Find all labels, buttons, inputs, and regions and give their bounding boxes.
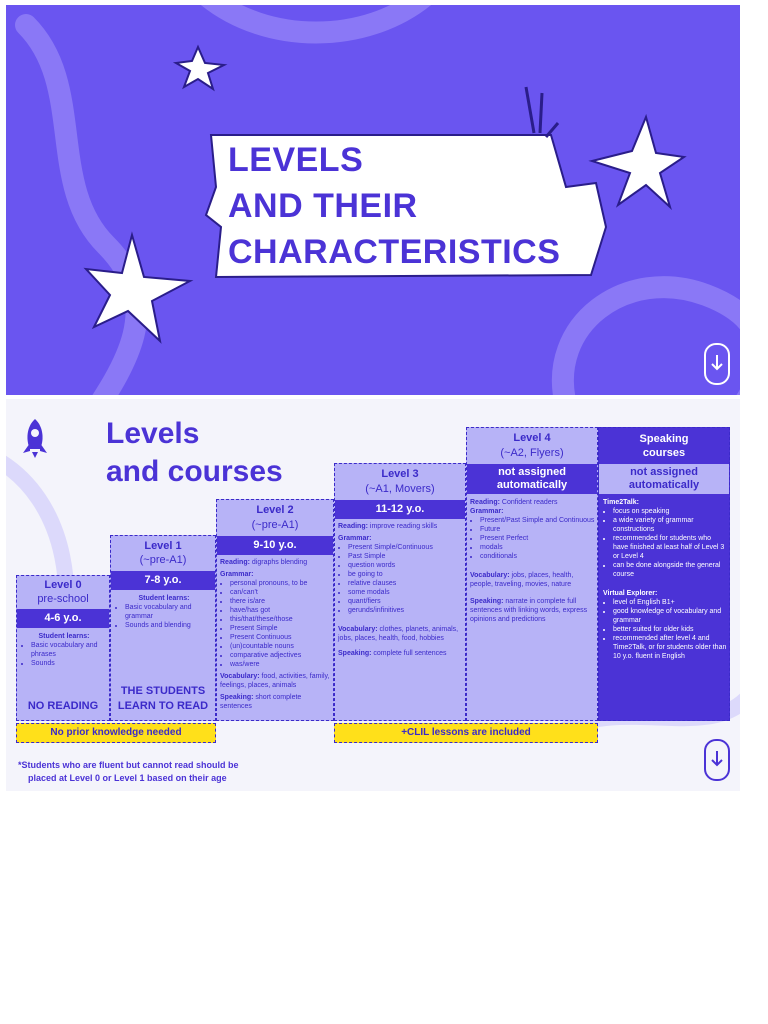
speaking-age-line-1: not assigned [630, 466, 698, 478]
level-4-age [467, 464, 597, 494]
list-item: • this/that/these/those [230, 615, 332, 624]
list-item: • recommended after level 4 and Time2Talk, or for students older than 10 y.o. fluent in English [613, 634, 727, 661]
list-item: • recommended for students who have finished at least half of Level 3 or Level 4 [613, 534, 727, 561]
list-item: • Present/Past Simple and Continuous [480, 516, 596, 525]
vocab-text: jobs, places, health, people, traveling, movies, nature [470, 572, 574, 588]
footnote-line-2: placed at Level 0 or Level 1 based on their age [28, 773, 227, 783]
scroll-down-button[interactable] [704, 343, 730, 385]
list-item: • Sounds and blending [125, 621, 213, 630]
reading-label: Reading: [338, 523, 368, 530]
reading-label: Reading: [470, 499, 500, 506]
list-item: • comparative adjectives [230, 651, 332, 660]
list-item: • can/can't [230, 588, 332, 597]
list-item: • Past Simple [348, 552, 464, 561]
level-1-card [110, 535, 216, 721]
level-0-title: Level 0 [44, 579, 82, 591]
explorer-label: Virtual Explorer: [603, 590, 658, 597]
list-item: • relative clauses [348, 579, 464, 588]
level-0-age: 4-6 y.o. [17, 609, 109, 628]
title-line-3: CHARACTERISTICS [228, 233, 561, 271]
time2talk-label: Time2Talk: [603, 499, 639, 506]
list-item: • Basic vocabulary and phrases [31, 641, 107, 659]
list-item: • can be done alongside the general course [613, 561, 727, 579]
level-0-card [16, 575, 110, 721]
level-1-title: Level 1 [144, 540, 182, 552]
reading-label: Reading: [220, 559, 250, 566]
list-item: • question words [348, 561, 464, 570]
list-item: • conditionals [480, 552, 596, 561]
level-4-card [466, 427, 598, 721]
list-item: • there is/are [230, 597, 332, 606]
title-slide [6, 5, 740, 395]
grammar-label: Grammar: [220, 571, 254, 578]
title-line-1: LEVELS [228, 141, 364, 179]
level-3-card [334, 463, 466, 721]
list-item: • focus on speaking [613, 507, 727, 516]
level-4-age-line-2: automatically [496, 479, 568, 491]
speaking-title-line-2: courses [642, 447, 686, 459]
heading-line-1: Levels [106, 417, 200, 450]
heading-line-2: and courses [106, 455, 283, 488]
list-item: • be going to [348, 570, 464, 579]
level-1-content [115, 594, 213, 630]
list-item: • personal pronouns, to be [230, 579, 332, 588]
list-item: • Sounds [31, 659, 107, 668]
speaking-courses-title [599, 432, 729, 460]
level-4-subtitle: (~A2, Flyers) [500, 447, 564, 459]
level-3-title: Level 3 [381, 468, 419, 480]
level-1-note-line-1: THE STUDENTS [120, 685, 206, 697]
list-item: • (un)countable nouns [230, 642, 332, 651]
level-2-age: 9-10 y.o. [217, 536, 333, 555]
level-3-age: 11-12 y.o. [335, 500, 465, 519]
level-0-note: NO READING [27, 700, 99, 712]
list-item: • quant/fiers [348, 597, 464, 606]
spark-icon [526, 87, 558, 137]
title-line-2: AND THEIR [228, 187, 418, 225]
footnote-line-1: *Students who are fluent but cannot read should be [18, 760, 239, 770]
list-item: • Basic vocabulary and grammar [125, 603, 213, 621]
reading-text: improve reading skills [369, 523, 438, 530]
level-1-note-line-2: LEARN TO READ [117, 700, 209, 712]
list-item: • Present Continuous [230, 633, 332, 642]
speaking-text: narrate in complete full sentences with linking words, express opinions and predictions [470, 598, 588, 623]
speaking-label: Speaking: [470, 598, 504, 605]
level-2-title: Level 2 [256, 504, 294, 516]
list-item: • Present Simple [230, 624, 332, 633]
level-1-age: 7-8 y.o. [111, 571, 215, 590]
level-2-content [220, 558, 332, 711]
level-3-content [338, 522, 464, 658]
speaking-age-line-2: automatically [628, 479, 700, 491]
reading-text: Confident readers [501, 499, 558, 506]
list-item: • Present Simple/Continuous [348, 543, 464, 552]
level-2-card [216, 499, 334, 721]
no-prior-knowledge-bar: No prior knowledge needed [16, 723, 216, 743]
list-item: • good knowledge of vocabulary and grammar [613, 607, 727, 625]
scroll-down-button-2[interactable] [704, 739, 730, 781]
list-item: • some modals [348, 588, 464, 597]
level-1-note [111, 684, 215, 714]
speaking-content [603, 498, 727, 661]
rocket-icon [20, 417, 50, 459]
speaking-label: Speaking: [220, 694, 254, 701]
levels-slide [6, 399, 740, 791]
list-item: • better suited for older kids [613, 625, 727, 634]
level-4-age-line-1: not assigned [498, 466, 566, 478]
arrow-down-icon [706, 741, 728, 779]
list-item: • a wide variety of grammar constructions [613, 516, 727, 534]
level-4-content [470, 498, 596, 624]
vocab-text: food, activities, family, feelings, places, animals [220, 673, 330, 689]
level-1-subtitle: (~pre-A1) [139, 554, 187, 566]
list-item: • Present Perfect [480, 534, 596, 543]
list-item: • have/has got [230, 606, 332, 615]
speaking-title-line-1: Speaking [639, 433, 689, 445]
level-2-subtitle: (~pre-A1) [251, 519, 299, 531]
level-0-subtitle: pre-school [37, 593, 89, 605]
grammar-label: Grammar: [470, 508, 504, 515]
vocab-text: clothes, planets, animals, jobs, places, health, food, hobbies [338, 626, 459, 642]
level-0-learns-label: Student learns: [38, 633, 90, 640]
list-item: • Future [480, 525, 596, 534]
footnote [18, 759, 239, 785]
level-1-learns-label: Student learns: [138, 595, 190, 602]
clil-bar: +CLIL lessons are included [334, 723, 598, 743]
level-3-subtitle: (~A1, Movers) [365, 483, 435, 495]
level-0-content [21, 632, 107, 668]
list-item: • level of English B1+ [613, 598, 727, 607]
vocab-label: Vocabulary: [470, 572, 510, 579]
speaking-courses-card [598, 427, 730, 721]
level-4-title: Level 4 [513, 432, 551, 444]
speaking-text: complete full sentences [373, 650, 447, 657]
list-item: • modals [480, 543, 596, 552]
reading-text: digraphs blending [251, 559, 308, 566]
speaking-label: Speaking: [338, 650, 372, 657]
list-item: • gerunds/infinitives [348, 606, 464, 615]
vocab-label: Vocabulary: [220, 673, 260, 680]
vocab-label: Vocabulary: [338, 626, 378, 633]
grammar-label: Grammar: [338, 535, 372, 542]
list-item: • was/were [230, 660, 332, 669]
arrow-down-icon [706, 345, 728, 383]
speaking-age [599, 464, 729, 494]
speaking-text: short complete sentences [220, 694, 302, 710]
